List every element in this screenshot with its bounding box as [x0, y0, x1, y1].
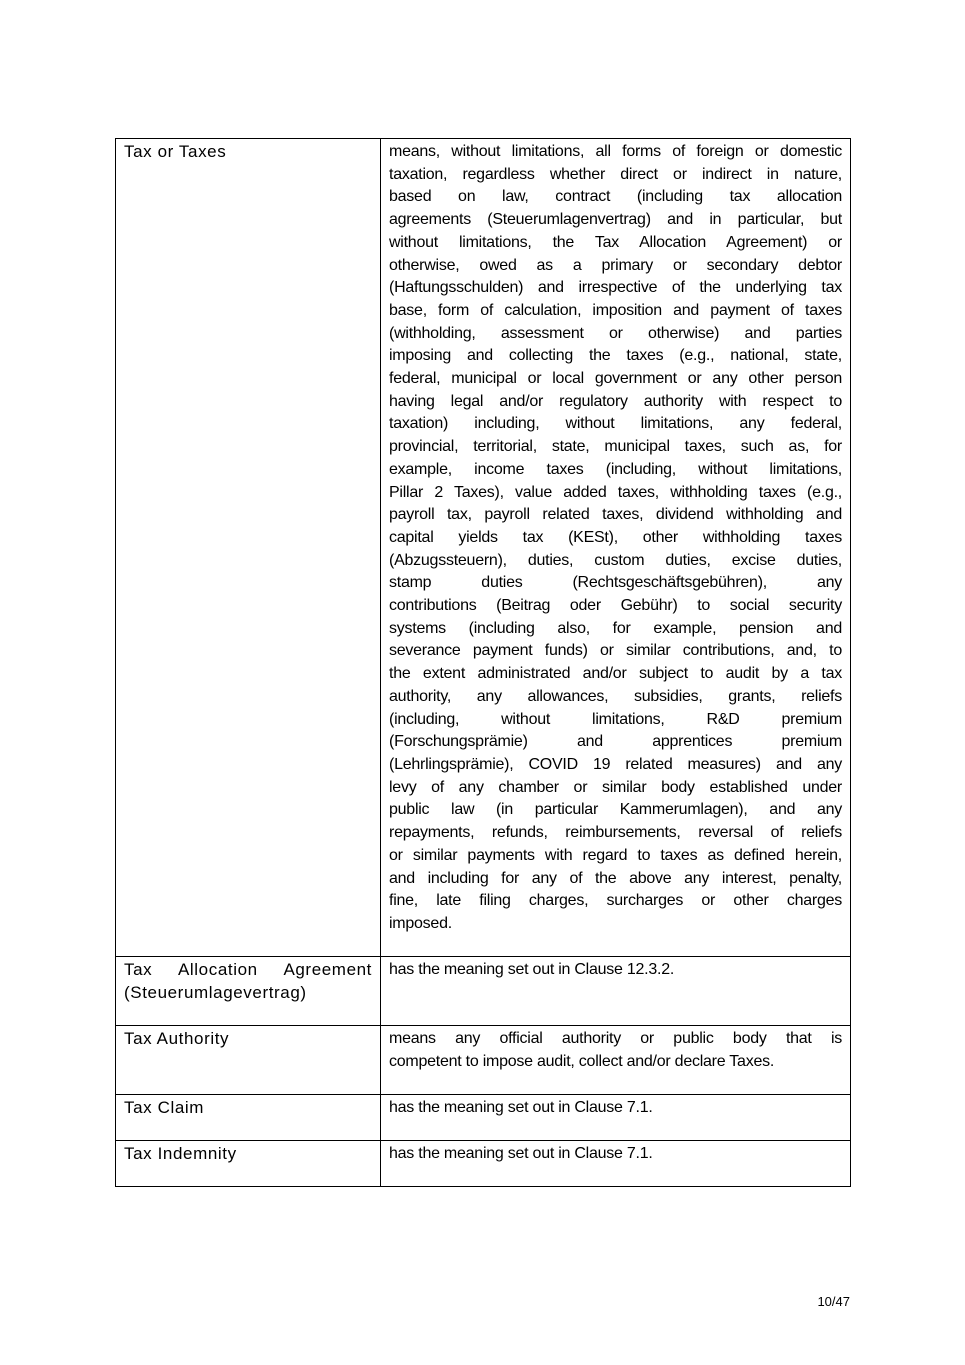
term-cell-line: Tax Claim — [124, 1098, 205, 1117]
definition-cell — [381, 1026, 851, 1095]
definition-cell-line: contributions (Beitrag oder Gebühr) to social security — [389, 597, 842, 615]
definition-cell-line: the extent administrated and/or subject to audit by a tax — [389, 665, 842, 683]
definition-cell-line: has the meaning set out in Clause 12.3.2. — [389, 961, 675, 978]
definition-row — [116, 1141, 851, 1187]
term-cell-line: Tax Indemnity — [124, 1144, 237, 1163]
definition-cell-line: provincial, territorial, state, municipal taxes, such as, for — [389, 438, 842, 456]
definition-cell-line: (including, without limitations, R&D premium — [389, 710, 842, 728]
definition-cell-line: agreements (Steuerumlagenvertrag) and in particular, but — [389, 211, 842, 229]
definition-cell-line: otherwise, owed as a primary or secondary debtor — [389, 256, 842, 274]
definition-cell-line: (Abzugssteuern), duties, custom duties, excise duties, — [389, 551, 842, 569]
definition-cell-line: (Haftungsschulden) and irrespective of the underlying tax — [389, 279, 842, 297]
definition-cell-line: means, without limitations, all forms of foreign or domestic — [389, 143, 842, 160]
term-cell — [116, 139, 381, 957]
definition-cell-line: authority, any allowances, subsidies, grants, reliefs — [389, 687, 842, 705]
definition-cell-line: having legal and/or regulatory authority with respect to — [389, 392, 842, 410]
definition-cell-line: example, income taxes (including, without limitations, — [389, 460, 842, 478]
page-number: 10/47 — [817, 1294, 850, 1309]
definition-cell-line: based on law, contract (including tax allocation — [389, 188, 842, 206]
definition-cell-line: means any official authority or public body that is — [389, 1030, 842, 1047]
definition-cell-line: has the meaning set out in Clause 7.1. — [389, 1145, 653, 1162]
term-cell — [116, 1141, 381, 1187]
definition-cell-line: fine, late filing charges, surcharges or other charges — [389, 892, 842, 910]
definition-row — [116, 957, 851, 1026]
definition-cell-line: levy of any chamber or similar body established under — [389, 778, 842, 796]
definition-cell-line: (Lehrlingsprämie), COVID 19 related measures) and any — [389, 755, 842, 773]
term-cell — [116, 1095, 381, 1141]
definition-row — [116, 1026, 851, 1095]
definition-cell — [381, 139, 851, 957]
definition-cell-line: base, form of calculation, imposition and payment of taxes — [389, 301, 842, 319]
definition-row — [116, 139, 851, 957]
definition-cell-line: or similar payments with regard to taxes as defined herein, — [389, 846, 842, 864]
definition-cell-line: systems (including also, for example, pension and — [389, 619, 842, 637]
definition-cell-line: stamp duties (Rechtsgeschäftsgebühren), any — [389, 574, 842, 592]
definition-cell-line: imposed. — [389, 914, 452, 932]
definition-cell-line: competent to impose audit, collect and/or declare Taxes. — [389, 1052, 775, 1070]
definition-cell-line: repayments, refunds, reimbursements, reversal of reliefs — [389, 824, 842, 842]
definition-cell-line: severance payment funds) or similar contributions, and, to — [389, 642, 842, 660]
term-cell-line: Tax or Taxes — [124, 142, 227, 161]
definition-cell — [381, 957, 851, 1026]
term-cell-line: Tax Allocation Agreement — [124, 960, 372, 979]
definition-cell-line: taxation, regardless whether direct or indirect in nature, — [389, 165, 842, 183]
definition-cell-line: has the meaning set out in Clause 7.1. — [389, 1099, 653, 1116]
definition-cell-line: payroll tax, payroll related taxes, dividend withholding and — [389, 506, 842, 524]
definition-cell-line: without limitations, the Tax Allocation Agreement) or — [389, 233, 842, 251]
definition-cell-line: public law (in particular Kammerumlagen), and any — [389, 801, 842, 819]
definition-cell-line: Pillar 2 Taxes), value added taxes, withholding taxes (e.g., — [389, 483, 842, 501]
definition-cell — [381, 1141, 851, 1187]
definition-cell-line: and including for any of the above any interest, penalty, — [389, 869, 842, 887]
definition-cell-line: capital yields tax (KESt), other withholding taxes — [389, 528, 842, 546]
definition-cell-line: (withholding, assessment or otherwise) and parties — [389, 324, 842, 342]
term-cell — [116, 1026, 381, 1095]
term-cell-line: Tax Authority — [124, 1029, 230, 1048]
definition-cell-line: taxation) including, without limitations, any federal, — [389, 415, 842, 433]
definition-cell — [381, 1095, 851, 1141]
definition-row — [116, 1095, 851, 1141]
definition-cell-line: imposing and collecting the taxes (e.g., national, state, — [389, 347, 842, 365]
definition-cell-line: federal, municipal or local government or any other person — [389, 370, 842, 388]
term-cell — [116, 957, 381, 1026]
definitions-table — [115, 138, 851, 1187]
definition-cell-line: (Forschungsprämie) and apprentices premium — [389, 733, 842, 751]
term-cell-line: (Steuerumlagevertrag) — [124, 982, 307, 1002]
